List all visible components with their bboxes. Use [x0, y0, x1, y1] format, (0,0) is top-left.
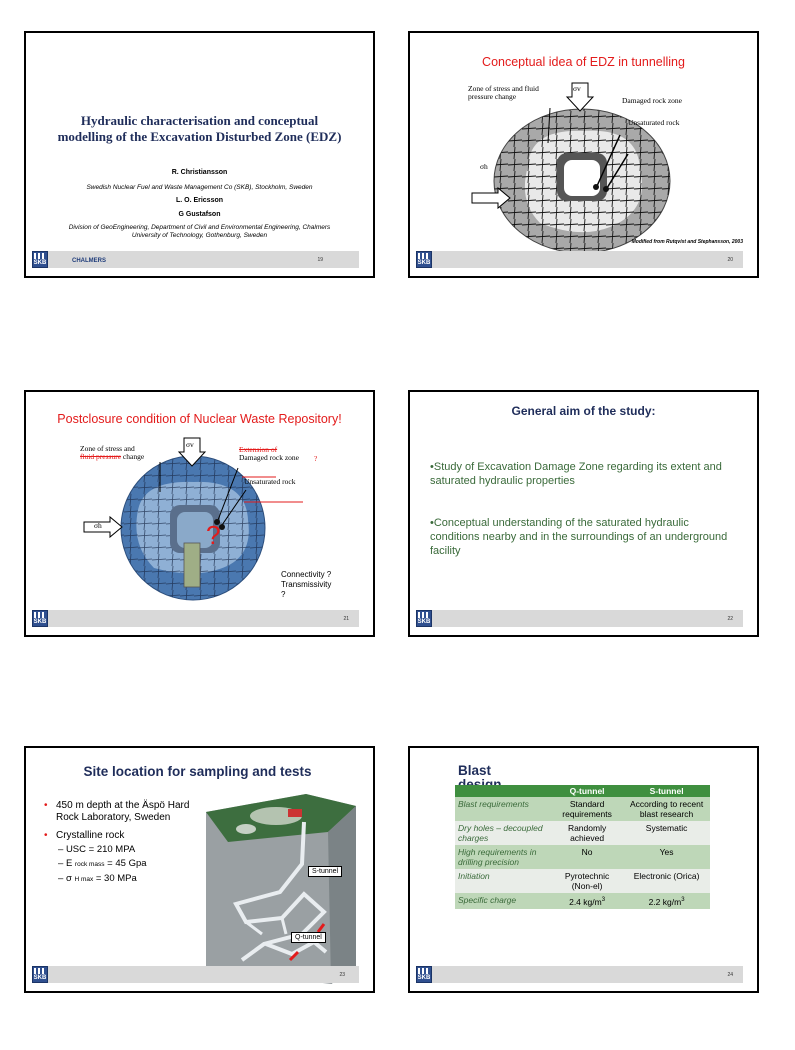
- table-cell: Electronic (Orica): [623, 869, 710, 893]
- author-name: R. Christiansson: [171, 169, 228, 176]
- label-unsaturated: Unsaturated rock: [244, 477, 296, 486]
- aim-point: •Study of Excavation Damage Zone regarding its extent and saturated hydraulic properties: [430, 461, 722, 487]
- logo-text: SKB: [33, 260, 47, 266]
- table-row: [455, 797, 710, 821]
- table-cell: 2.4 $kg/m^3$: [551, 893, 623, 909]
- logo-text: SKB: [417, 975, 431, 981]
- label-line: Zone of stress and: [80, 444, 135, 453]
- table-cell: According to recent blast research: [623, 797, 710, 821]
- sigma-h-arrow: [84, 517, 122, 537]
- sub-text: σ: [65, 873, 75, 884]
- affiliation: Swedish Nuclear Fuel and Waste Management Co (SKB), Stockholm, Sweden: [86, 184, 313, 191]
- label-stress-zone: [80, 445, 144, 461]
- label-extension: Extension of: [239, 445, 278, 454]
- slide-title: Blast: [458, 763, 492, 778]
- skb-logo: [32, 251, 48, 268]
- superscript: 3: [601, 897, 606, 903]
- superscript: 3: [681, 897, 685, 903]
- canister-shaft: [184, 543, 200, 587]
- table-row: [455, 893, 710, 909]
- edz-diagram: [410, 51, 757, 266]
- subscript: H max: [74, 876, 94, 883]
- slide-title: Postclosure condition of Nuclear Waste Repository!: [57, 412, 342, 426]
- label-struck: fluid pressure: [80, 452, 122, 461]
- site-block-diagram: [206, 794, 356, 984]
- page-number: 21: [343, 616, 349, 622]
- column-header: Q-tunnel: [551, 785, 623, 797]
- skb-logo: [416, 966, 432, 983]
- page-number: 19: [317, 257, 323, 263]
- slide-21: [24, 390, 375, 637]
- skb-logo: [416, 610, 432, 627]
- label-sigma-v: σv: [186, 440, 194, 449]
- author-name: L. O. Ericsson: [175, 197, 224, 204]
- bullet-text: 450 m depth at the Äspö Hard Rock Laboratory, Sweden: [56, 800, 190, 823]
- skb-logo: [32, 610, 48, 627]
- sub-text: USC = 210 MPA: [65, 844, 136, 855]
- tunnel-opening: [564, 160, 600, 196]
- sub-text: = 45 Gpa: [104, 858, 147, 869]
- slide-title: Site location for sampling and tests: [83, 764, 312, 779]
- sub-item: – USC = 210 MPA: [58, 844, 136, 855]
- table-cell: Randomly achieved: [551, 821, 623, 845]
- label-sigma-h: σh: [94, 521, 102, 530]
- label-line: change: [121, 452, 145, 461]
- bullet-list: [44, 800, 204, 886]
- bullet-text: Crystalline rock: [56, 830, 125, 841]
- sub-item: – σ H max = 30 MPa: [58, 873, 137, 884]
- row-label: Blast requirements: [455, 797, 551, 821]
- table-header: [455, 785, 710, 797]
- label-sigma-h: σh: [480, 162, 488, 171]
- table-cell: Systematic: [623, 821, 710, 845]
- label-question: ?: [314, 454, 318, 463]
- logo-text: SKB: [33, 975, 47, 981]
- sub-text: E: [65, 858, 75, 869]
- bullet-item: • Crystalline rock: [44, 830, 125, 841]
- slide-19: [24, 31, 375, 278]
- table-cell: Yes: [623, 845, 710, 869]
- slide-22: [408, 390, 759, 637]
- label-unsaturated: Unsaturated rock: [628, 118, 680, 127]
- slide-title: Hydraulic characterisation and conceptual modelling of the Excavation Disturbed Zone (EDZ): [57, 113, 342, 144]
- page-number: 23: [339, 972, 345, 978]
- table-row: [455, 869, 710, 893]
- s-tunnel-label: S-tunnel: [308, 866, 342, 877]
- aim-point: •Conceptual understanding of the saturated hydraulic conditions nearby and in the surroundings of an underground facility: [430, 517, 728, 557]
- q-tunnel-label: Q-tunnel: [291, 932, 326, 943]
- text-line: Transmissivity: [281, 580, 332, 589]
- page-number: 20: [727, 257, 733, 263]
- text-line: ?: [281, 590, 286, 599]
- blast-table: [455, 785, 710, 909]
- table-cell: No: [551, 845, 623, 869]
- bullet-item: • 450 m depth at the Äspö Hard Rock Laboratory, Sweden: [44, 800, 190, 823]
- logo-text: SKB: [417, 260, 431, 266]
- figure-credit: Modified from Rutqvist and Stephansson, 2003: [631, 239, 743, 245]
- table-row: [455, 821, 710, 845]
- connectivity-text: [281, 570, 331, 600]
- slide-footer: [424, 251, 743, 268]
- column-header: S-tunnel: [623, 785, 710, 797]
- column-header: [455, 785, 551, 797]
- row-label: Initiation: [455, 869, 551, 893]
- slide-title-overflow: [458, 778, 502, 785]
- text-line: Connectivity ?: [281, 570, 332, 579]
- table-cell: Pyrotechnic (Non-el): [551, 869, 623, 893]
- logo-text: SKB: [33, 619, 47, 625]
- table-cell: 2.2 $kg/m^3$: [623, 893, 710, 909]
- slide-footer: [40, 966, 359, 983]
- affiliation: Division of GeoEngineering, Department of Civil and Environmental Engineering, Chalmers University of Technology, Gothenburg, Sweden: [68, 224, 331, 239]
- logo-text: SKB: [417, 619, 431, 625]
- label-sigma-v: σv: [573, 84, 581, 93]
- table-cell: Standard requirements: [551, 797, 623, 821]
- skb-logo: [32, 966, 48, 983]
- slide-20: [408, 31, 759, 278]
- page-number: 24: [727, 972, 733, 978]
- sub-text: = 30 MPa: [93, 873, 137, 884]
- table-row: [455, 845, 710, 869]
- slide-title: General aim of the study:: [511, 404, 656, 418]
- row-label: Dry holes – decoupled charges: [455, 821, 551, 845]
- slide-title: Conceptual idea of EDZ in tunnelling: [482, 55, 685, 69]
- label-damaged-zone: Damaged rock zone: [239, 453, 299, 462]
- sub-item: – E rock mass = 45 Gpa: [58, 858, 147, 869]
- slide-footer: [424, 966, 743, 983]
- page-number: 22: [727, 616, 733, 622]
- subscript: rock mass: [74, 861, 105, 868]
- chalmers-logo: CHALMERS: [72, 258, 106, 264]
- author-name: G Gustafson: [178, 211, 221, 218]
- question-mark-big: ?: [206, 520, 221, 550]
- skb-logo: [416, 251, 432, 268]
- label-damaged-zone: Damaged rock zone: [622, 96, 682, 105]
- slide-23: [24, 746, 375, 993]
- slide-footer: [40, 610, 359, 627]
- slide-24: [408, 746, 759, 993]
- slide-footer: [424, 610, 743, 627]
- label-stress-zone: Zone of stress and fluid pressure change: [468, 84, 539, 101]
- row-label: High requirements in drilling precision: [455, 845, 551, 869]
- row-label: Specific charge: [455, 893, 551, 909]
